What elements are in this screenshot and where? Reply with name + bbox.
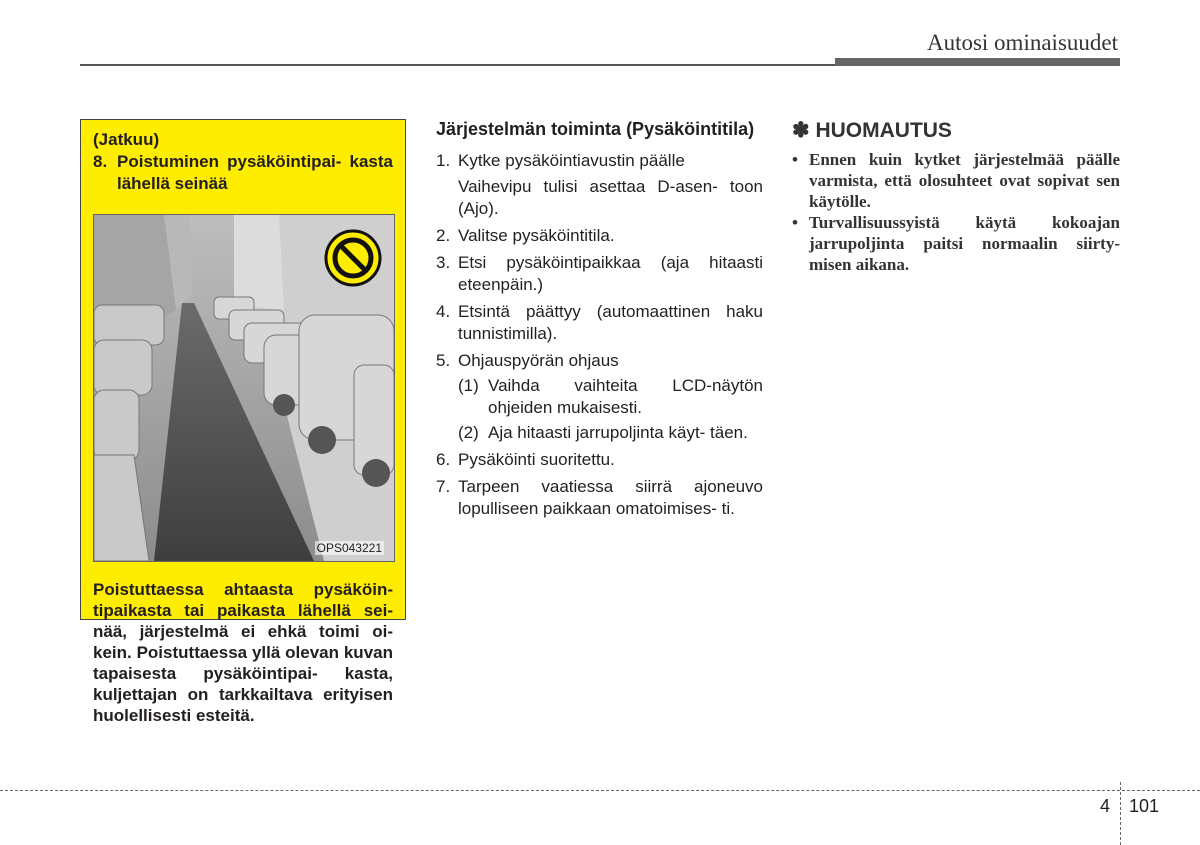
step-item xyxy=(436,252,763,296)
bullet-icon: • xyxy=(792,213,798,232)
caution-item-number: 8. xyxy=(93,152,108,171)
step-number: 4. xyxy=(436,302,451,321)
operation-section xyxy=(436,119,763,525)
note-title: HUOMAUTUS xyxy=(815,119,952,142)
step-item xyxy=(436,476,763,520)
header-rule-accent xyxy=(835,58,1120,66)
substep-item xyxy=(458,375,763,419)
page-number: 101 xyxy=(1129,796,1160,816)
step-text: Kytke pysäköintiavustin päälle xyxy=(458,151,685,170)
substep-text: Aja hitaasti jarrupoljinta käyt- täen. xyxy=(488,423,748,442)
step-number: 6. xyxy=(436,450,451,469)
note-bullet-text: Turvallisuussyistä käytä kokoajan jarrupoljinta paitsi normaalin siirty- misen aikana. xyxy=(809,213,1120,274)
step-number: 7. xyxy=(436,477,451,496)
step-item xyxy=(436,301,763,345)
step-item xyxy=(436,350,763,444)
caution-item xyxy=(93,151,393,195)
step-text: Tarpeen vaatiessa siirrä ajoneuvo lopulliseen paikkaan omatoimises- ti. xyxy=(458,477,763,518)
footer-rule xyxy=(0,790,1200,791)
caution-heading xyxy=(93,129,393,195)
step-text: Pysäköinti suoritettu. xyxy=(458,450,615,469)
header-rule xyxy=(80,64,840,66)
note-heading xyxy=(792,119,1120,143)
step-text: Etsi pysäköintipaikkaa (aja hitaasti eteenpäin.) xyxy=(458,253,763,294)
step-item xyxy=(436,150,763,220)
note-section xyxy=(792,119,1120,275)
note-bullet xyxy=(792,212,1120,275)
step-item xyxy=(436,449,763,471)
substep-text: Vaihda vaihteita LCD-näytön ohjeiden mukaisesti. xyxy=(488,376,763,417)
bullet-icon: • xyxy=(792,150,798,169)
continued-label: (Jatkuu) xyxy=(93,130,160,149)
step-text: Ohjauspyörän ohjaus xyxy=(458,351,619,370)
parking-scene-image xyxy=(94,215,394,561)
caution-box xyxy=(80,119,406,725)
step-item xyxy=(436,225,763,247)
parking-illustration xyxy=(93,214,395,562)
step-number: 5. xyxy=(436,351,451,370)
page-header-title: Autosi ominaisuudet xyxy=(926,30,1118,55)
step-text: Valitse pysäköintitila. xyxy=(458,226,615,245)
operation-title: Järjestelmän toiminta (Pysäköintitila) xyxy=(436,119,755,139)
note-star-icon: ✽ xyxy=(792,119,810,142)
image-code: OPS043221 xyxy=(316,541,382,555)
page-number-separator xyxy=(1120,782,1121,845)
note-bullet xyxy=(792,149,1120,212)
note-list xyxy=(792,149,1120,275)
substep-number: (2) xyxy=(458,423,479,442)
chapter-number: 4 xyxy=(1100,796,1111,816)
caution-warning-text: Poistuttaessa ahtaasta pysäköin- tipaikasta tai paikasta lähellä sei- nää, järjestelmä ei ehkä toimi oi- kein. Poistuttaessa yllä olevan kuvan tapaisesta pysäköintipai- kasta, kuljettajan on tarkkailtava erityisen huolellisesti esteitä. xyxy=(93,580,393,725)
substep-number: (1) xyxy=(458,376,479,395)
step-text: Etsintä päättyy (automaattinen haku tunnistimilla). xyxy=(458,302,763,343)
step-number: 1. xyxy=(436,151,451,170)
caution-item-title: Poistuminen pysäköintipai- kasta lähellä seinää xyxy=(117,152,393,193)
substep-item xyxy=(458,422,763,444)
operation-steps xyxy=(436,150,763,520)
no-entry-sign-icon xyxy=(326,231,380,285)
step-note: Vaihevipu tulisi asettaa D-asen- toon (Ajo). xyxy=(458,177,763,218)
note-bullet-text: Ennen kuin kytket järjestelmää päälle varmista, että olosuhteet ovat sopivat sen käytölle. xyxy=(809,150,1120,211)
step-number: 2. xyxy=(436,226,451,245)
step-number: 3. xyxy=(436,253,451,272)
